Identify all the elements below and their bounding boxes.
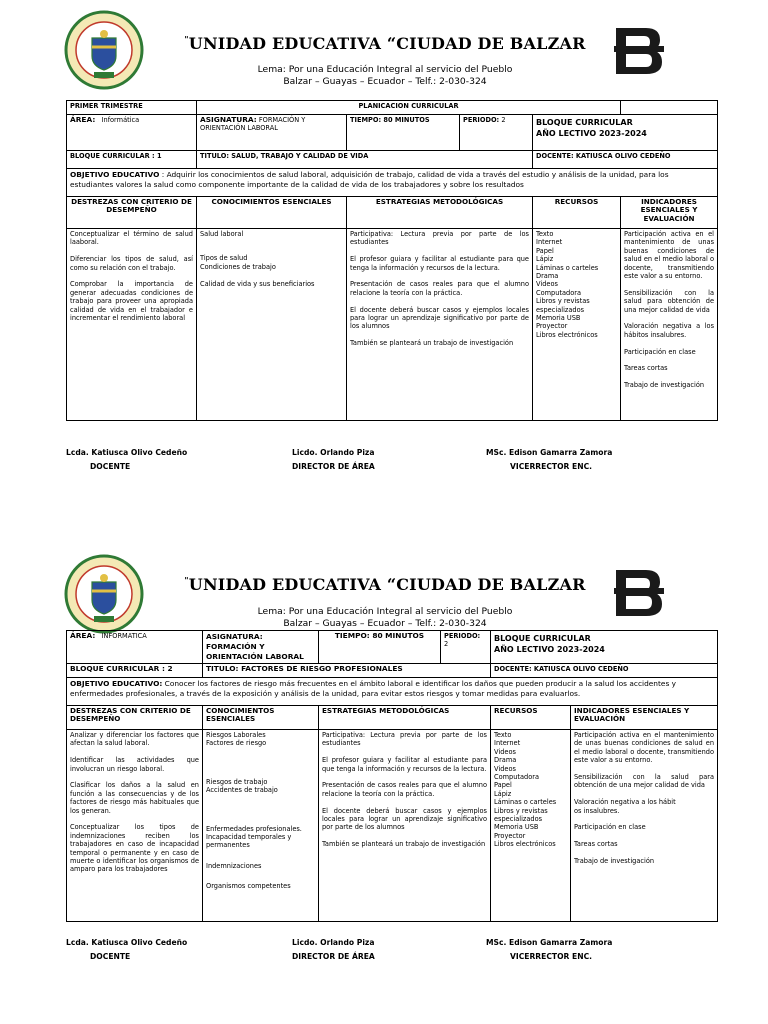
destreza-item: Conceptualizar los tipos de indemnizaciones reciben los trabajadores en caso de incapacidad temporal o permanente y en caso de muerte o identificar los organismos de amparo para los trabajadores [70, 823, 199, 874]
destreza-item: Analizar y diferenciar los factores que afectan la salud laboral. [70, 731, 199, 748]
bloque-cell: BLOQUE CURRICULAR : 1 [67, 151, 197, 169]
school-title: "UNIDAD EDUCATIVA “CIUDAD DE BALZAR [184, 34, 586, 53]
indicador-item: Participación activa en el mantenimiento de unas buenas condiciones de salud en el medio laboral o docente, transmitiendo este valor a su entorno. [574, 731, 715, 765]
col-recursos: RECURSOS [533, 197, 621, 229]
indicadores-cell [571, 730, 718, 922]
recurso-item: Libros electrónicos [536, 330, 598, 339]
indicador-item: Trabajo de investigación [574, 857, 655, 866]
estrategia-item: Participativa: Lectura previa por parte de los estudiantes [350, 230, 529, 247]
address-text: Balzar – Guayas – Ecuador – Telf.: 2-030-324 [283, 76, 487, 87]
estrategia-item: También se planteará un trabajo de investigación [322, 840, 486, 849]
recurso-item: Drama [536, 272, 559, 281]
titulo-cell: TITULO: SALUD, TRABAJO Y CALIDAD DE VIDA [197, 151, 533, 169]
bloque-curricular-label: BLOQUE CURRICULAR [536, 118, 633, 127]
estrategia-item: El profesor guiara y facilitar al estudiante para que tenga la información y recursos de la lectura. [350, 255, 529, 272]
recurso-item: Videos [494, 764, 516, 773]
recurso-item: Computadora [536, 288, 582, 297]
vicerrector-nombre: MSc. Edison Gamarra Zamora [486, 938, 613, 947]
estrategia-item: Presentación de casos reales para que el alumno relacione la teoría con la práctica. [322, 781, 487, 798]
estrategia-item: Presentación de casos reales para que el alumno relacione la teoría con la práctica. [350, 280, 529, 297]
titulo-cell: TITULO: FACTORES DE RIESGO PROFESIONALES [203, 664, 491, 678]
recurso-item: Videos [494, 747, 516, 756]
recurso-item: Proyector [494, 831, 526, 840]
planificacion-table-1 [66, 100, 718, 421]
school-title: "UNIDAD EDUCATIVA “CIUDAD DE BALZAR [184, 575, 586, 594]
indicador-item: Valoración negativa a los hábit os insalubres. [574, 798, 676, 815]
destreza-item: Clasificar los daños a la salud en función a las consecuencias y de los factores de riesgo más habituales que los generan. [70, 781, 199, 815]
col-estrategias: ESTRATEGIAS METODOLÓGICAS [319, 706, 491, 730]
col-estrategias: ESTRATEGIAS METODOLÓGICAS [347, 197, 533, 229]
destreza-item: Identificar las actividades que involucran un riesgo laboral. [70, 756, 199, 773]
docente-cargo: DOCENTE [90, 462, 131, 471]
lema-text: Lema: Por una Educación Integral al servicio del Pueblo [257, 64, 513, 75]
area-cell: ÁREA: Informática [67, 115, 197, 151]
recurso-item: Láminas o carteles [536, 263, 599, 272]
recurso-item: Drama [494, 756, 517, 765]
recurso-item: Texto [536, 230, 554, 238]
estrategia-item: El docente deberá buscar casos y ejemplos locales para lograr un aprendizaje significativo por parte de los alumnos [322, 806, 487, 832]
indicador-item: Participación en clase [624, 347, 696, 356]
conocimiento-item: Enfermedades profesionales. Incapacidad temporales y permanentes [206, 824, 302, 850]
docente-nombre: Lcda. Katiusca Olivo Cedeño [66, 448, 188, 457]
firma-docente [66, 446, 187, 474]
vicerrector-cargo: VICERRECTOR ENC. [510, 952, 593, 961]
firma-director [292, 936, 375, 964]
anio-lectivo-label: AÑO LECTIVO 2023-2024 [536, 129, 647, 138]
recurso-item: Lápiz [536, 255, 554, 264]
recurso-item: Proyector [536, 322, 568, 331]
col-indicadores: INDICADORES ESENCIALES Y EVALUACIÓN [571, 706, 718, 730]
lema-text: Lema: Por una Educación Integral al servicio del Pueblo [257, 606, 513, 617]
indicador-item: Sensibilización con la salud para obtención de una mejor calidad de vida [624, 288, 715, 314]
director-nombre: Licdo. Orlando Piza [292, 938, 375, 947]
bloque-cell: BLOQUE CURRICULAR : 2 [67, 664, 203, 678]
tiempo-cell: TIEMPO: 80 MINUTOS [347, 115, 460, 151]
recurso-item: Internet [494, 739, 521, 748]
conocimiento-item: Riesgos Laborales Factores de riesgo [206, 731, 267, 748]
indicador-item: Tareas cortas [574, 840, 618, 849]
estrategias-cell [347, 229, 533, 421]
indicador-item: Sensibilización con la salud para obtención de una mejor calidad de vida [574, 773, 715, 790]
indicador-item: Valoración negativa a los hábitos insalubres. [624, 322, 715, 339]
objetivo-cell: OBJETIVO EDUCATIVO : Adquirir los conocimientos de salud laboral, adquisición de trabajo, calidad de vida a través del estudio y análisis de la unidad, para los estudiantes valores la salud como componente importante de la calidad de vida de los trabajadores y sobre los resultados [67, 169, 718, 197]
recurso-item: Papel [536, 246, 554, 255]
col-indicadores: INDICADORES ESENCIALES Y EVALUACIÓN [621, 197, 718, 229]
recurso-item: Papel [494, 781, 512, 790]
address-text: Balzar – Guayas – Ecuador – Telf.: 2-030-324 [283, 618, 487, 629]
recurso-item: Videos [536, 280, 558, 289]
recurso-item: Memoria USB [536, 314, 581, 323]
school-crest-logo [64, 554, 144, 634]
recurso-item: Libros electrónicos [494, 840, 556, 849]
firma-docente [66, 936, 187, 964]
school-motto [150, 64, 620, 88]
recursos-cell [491, 730, 571, 922]
asignatura-cell: ASIGNATURA: FORMACIÓN Y ORIENTACIÓN LABORAL [203, 631, 319, 664]
docente-cell: DOCENTE: KATIUSCA OLIVO CEDEÑO [533, 151, 718, 169]
vicerrector-cargo: VICERRECTOR ENC. [510, 462, 593, 471]
col-conocimientos: CONOCIMIENTOS ESENCIALES [203, 706, 319, 730]
bloque-anio-cell [491, 631, 718, 664]
planificacion-title-cell: PLANICACION CURRICULAR [197, 101, 621, 115]
col-recursos: RECURSOS [491, 706, 571, 730]
destrezas-cell [67, 730, 203, 922]
periodo-cell: PERIODO: 2 [460, 115, 533, 151]
destreza-item: Conceptualizar el término de salud laaboral. [70, 230, 193, 247]
firma-vicerrector [486, 936, 612, 964]
director-nombre: Licdo. Orlando Piza [292, 448, 375, 457]
indicador-item: Tareas cortas [624, 364, 668, 373]
objetivo-cell: OBJETIVO EDUCATIVO: Conocer los factores de riesgo más frecuentes en el ámbito laboral e identificar los daños que pueden producir a la salud los accidentes y enfermedades profesionales, a través de la exposición y análisis de la unidad, para evitar estos riesgos y tomar medidas para evaluarlos. [67, 678, 718, 706]
vicerrector-nombre: MSc. Edison Gamarra Zamora [486, 448, 613, 457]
estrategia-item: El profesor guiara y facilitar al estudiante para que tenga la información y recursos de la lectura. [322, 756, 487, 773]
planificacion-2 [0, 512, 768, 1024]
asignatura-cell: ASIGNATURA: FORMACIÓN Y ORIENTACIÓN LABORAL [197, 115, 347, 151]
bloque-curricular-label: BLOQUE CURRICULAR [494, 634, 591, 643]
indicador-item: Participación activa en el mantenimiento de unas buenas condiciones de salud en el medio laboral o docente, transmitiendo este valor a su entorno. [624, 230, 715, 281]
conocimiento-item: Salud laboral [200, 230, 244, 238]
conocimiento-item: Indemnizaciones [206, 861, 262, 870]
director-cargo: DIRECTOR DE ÁREA [292, 952, 375, 961]
recurso-item: Libros y revistas especializados [536, 297, 590, 314]
empty-cell [621, 101, 718, 115]
col-destrezas: DESTREZAS CON CRITERIO DE DESEMPEÑO [67, 706, 203, 730]
conocimiento-item: Tipos de salud Condiciones de trabajo [200, 254, 276, 271]
periodo-label: PERIODO: [444, 632, 481, 640]
recurso-item: Lápiz [494, 789, 512, 798]
conocimiento-item: Organismos competentes [206, 882, 291, 891]
indicador-item: Participación en clase [574, 823, 646, 832]
school-crest-logo [64, 10, 144, 90]
recurso-item: Láminas o carteles [494, 798, 557, 807]
planificacion-table-2 [66, 630, 718, 922]
recurso-item: Memoria USB [494, 823, 539, 832]
conocimientos-cell [197, 229, 347, 421]
estrategia-item: El docente deberá buscar casos y ejemplos locales para lograr un aprendizaje significativo por parte de los alumnos [350, 305, 529, 331]
recurso-item: Computadora [494, 773, 540, 782]
col-conocimientos: CONOCIMIENTOS ESENCIALES [197, 197, 347, 229]
destrezas-cell [67, 229, 197, 421]
docente-cell: DOCENTE: KATIUSCA OLIVO CEDEÑO [491, 664, 718, 678]
recurso-item: Libros y revistas especializados [494, 806, 548, 824]
estrategia-item: Participativa: Lectura previa por parte de los estudiantes [322, 731, 487, 748]
b-monogram-logo [612, 566, 680, 618]
recurso-item: Texto [494, 731, 512, 739]
b-monogram-logo [612, 24, 680, 76]
destreza-item: Diferenciar los tipos de salud, así como su relación con el trabajo. [70, 255, 193, 272]
trimestre-cell: PRIMER TRIMESTRE [67, 101, 197, 115]
indicadores-cell [621, 229, 718, 421]
docente-nombre: Lcda. Katiusca Olivo Cedeño [66, 938, 188, 947]
recurso-item: Internet [536, 238, 563, 247]
estrategia-item: También se planteará un trabajo de investigación [350, 339, 514, 348]
school-motto [150, 606, 620, 630]
estrategias-cell [319, 730, 491, 922]
periodo-value: 2 [444, 640, 449, 649]
docente-cargo: DOCENTE [90, 952, 131, 961]
director-cargo: DIRECTOR DE ÁREA [292, 462, 375, 471]
periodo-cell [441, 631, 491, 664]
recursos-cell [533, 229, 621, 421]
area-cell: ÁREA: INFORMATICA [67, 631, 203, 664]
tiempo-cell: TIEMPO: 80 MINUTOS [319, 631, 441, 664]
col-destrezas: DESTREZAS CON CRITERIO DE DESEMPEÑO [67, 197, 197, 229]
firma-vicerrector [486, 446, 612, 474]
destreza-item: Comprobar la importancia de generar adecuadas condiciones de trabajo para proveer una apropiada calidad de vida en el trabajador e incrementar el rendimiento laboral [70, 280, 193, 323]
indicador-item: Trabajo de investigación [624, 381, 705, 390]
conocimiento-item: Riesgos de trabajo Accidentes de trabajo [206, 777, 278, 795]
conocimientos-cell [203, 730, 319, 922]
bloque-anio-cell [533, 115, 718, 151]
conocimiento-item: Calidad de vida y sus beneficiarios [200, 279, 315, 288]
anio-lectivo-label: AÑO LECTIVO 2023-2024 [494, 645, 605, 654]
firma-director [292, 446, 375, 474]
